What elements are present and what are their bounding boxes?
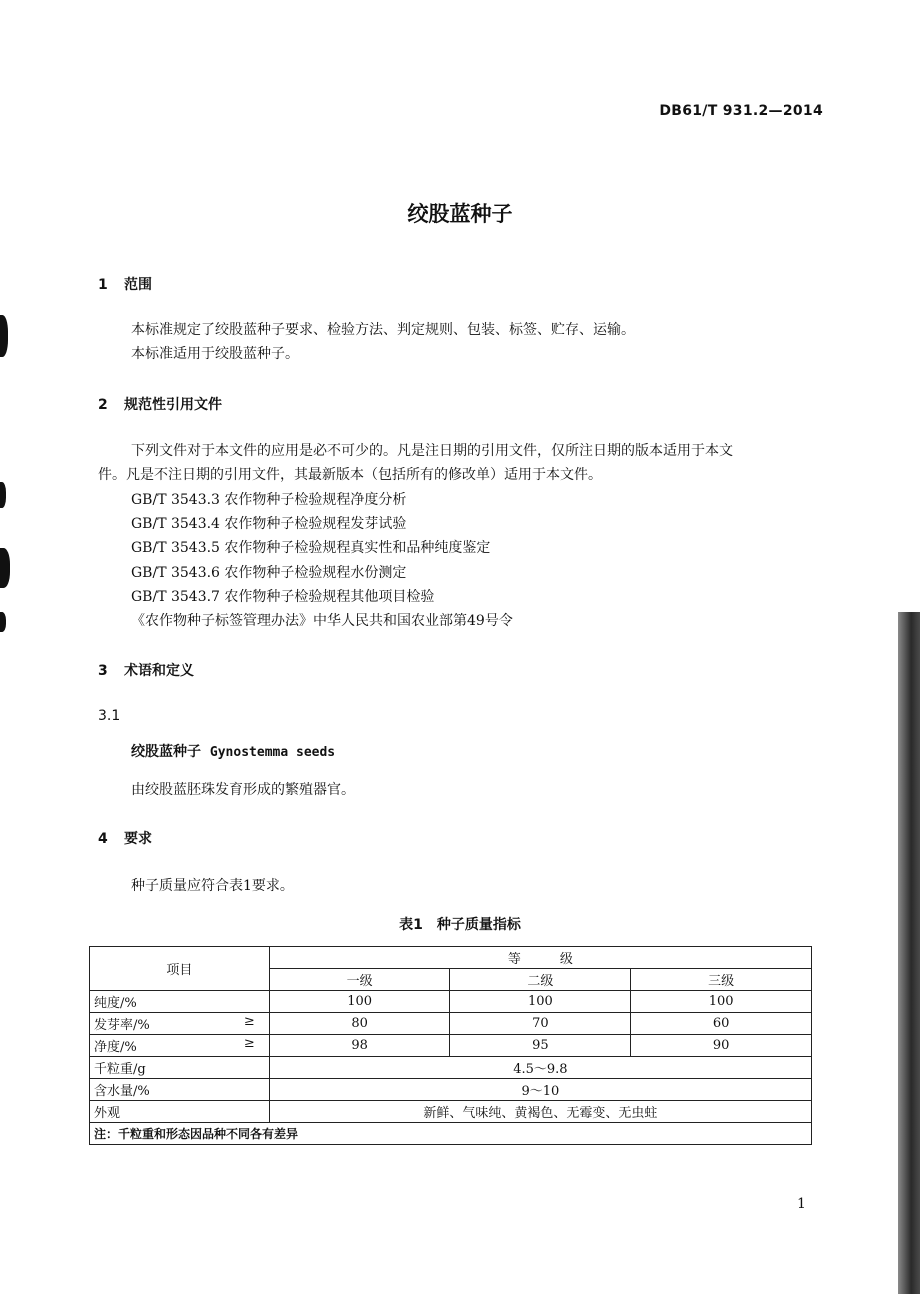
cell: 90 [631, 1035, 812, 1057]
grade-label: 三级 [631, 969, 812, 991]
table-row [90, 1079, 812, 1101]
grade-label: 二级 [450, 969, 631, 991]
term-english: Gynostemma seeds [209, 745, 336, 760]
table-row [90, 991, 812, 1013]
cell: 98 [269, 1035, 450, 1057]
section-number: 2 [98, 397, 108, 413]
table-caption: 表1 种子质量指标 [399, 917, 521, 933]
row-label [90, 1013, 270, 1035]
cell: 100 [450, 991, 631, 1013]
ge-symbol: ≥ [243, 1014, 255, 1029]
scan-edge-shadow [898, 612, 920, 1294]
table-note-row [90, 1123, 812, 1145]
reference-item: 《农作物种子标签管理办法》中华人民共和国农业部第49号令 [131, 613, 513, 629]
term-entry [131, 742, 335, 763]
seed-quality-table [89, 946, 812, 1145]
header-grade: 等 级 [269, 947, 811, 969]
row-label: 千粒重/g [90, 1057, 270, 1079]
table-row [90, 1101, 812, 1123]
scan-blot [0, 482, 6, 508]
section-2-heading [98, 394, 222, 414]
subsection-number: 3.1 [98, 708, 121, 724]
cell: 80 [269, 1013, 450, 1035]
section-number: 4 [98, 831, 108, 847]
header-item: 项目 [90, 947, 270, 991]
table-row [90, 1035, 812, 1057]
section-title: 规范性引用文件 [124, 397, 222, 413]
reference-item: GB/T 3543.3 农作物种子检验规程净度分析 [131, 492, 407, 508]
page-number: 1 [797, 1196, 806, 1212]
standard-number: DB61/T 931.2—2014 [659, 103, 823, 119]
merged-cell: 4.5～9.8 [269, 1057, 811, 1079]
section-title: 术语和定义 [124, 663, 194, 679]
document-title: 绞股蓝种子 [407, 202, 513, 226]
row-label: 外观 [90, 1101, 270, 1123]
cell: 100 [269, 991, 450, 1013]
row-label-text: 纯度/% [94, 996, 137, 1011]
reference-item: GB/T 3543.7 农作物种子检验规程其他项目检验 [131, 589, 435, 605]
table-row [90, 1013, 812, 1035]
row-label-text: 净度/% [94, 1040, 137, 1055]
section-3-heading [98, 660, 194, 680]
cell: 70 [450, 1013, 631, 1035]
merged-cell: 新鲜、气味纯、黄褐色、无霉变、无虫蛀 [269, 1101, 811, 1123]
section-title: 要求 [124, 831, 152, 847]
section-1-paragraph: 本标准适用于绞股蓝种子。 [131, 346, 299, 362]
table-header-row [90, 947, 812, 969]
row-label-text: 发芽率/% [94, 1018, 150, 1033]
reference-item: GB/T 3543.6 农作物种子检验规程水份测定 [131, 565, 407, 581]
section-title: 范围 [124, 277, 152, 293]
reference-item: GB/T 3543.4 农作物种子检验规程发芽试验 [131, 516, 407, 532]
section-1-heading [98, 274, 152, 294]
section-2-intro: 下列文件对于本文件的应用是必不可少的。凡是注日期的引用文件，仅所注日期的版本适用于本文 [131, 443, 733, 459]
section-4-paragraph: 种子质量应符合表1要求。 [131, 878, 294, 894]
table-note: 注：千粒重和形态因品种不同各有差异 [90, 1123, 812, 1145]
scan-blot [0, 612, 6, 632]
row-label [90, 991, 270, 1013]
cell: 100 [631, 991, 812, 1013]
row-label: 含水量/% [90, 1079, 270, 1101]
table-row [90, 1057, 812, 1079]
merged-cell: 9～10 [269, 1079, 811, 1101]
grade-label: 一级 [269, 969, 450, 991]
row-label [90, 1035, 270, 1057]
scan-blot [0, 548, 10, 588]
scan-blot [0, 315, 8, 357]
reference-item: GB/T 3543.5 农作物种子检验规程真实性和品种纯度鉴定 [131, 540, 491, 556]
section-2-intro: 件。凡是不注日期的引用文件，其最新版本（包括所有的修改单）适用于本文件。 [98, 467, 602, 483]
term-chinese: 绞股蓝种子 [131, 744, 201, 760]
section-1-paragraph: 本标准规定了绞股蓝种子要求、检验方法、判定规则、包装、标签、贮存、运输。 [131, 322, 635, 338]
term-definition: 由绞股蓝胚珠发育形成的繁殖器官。 [131, 782, 355, 798]
section-number: 3 [98, 663, 108, 679]
section-4-heading [98, 828, 152, 848]
cell: 95 [450, 1035, 631, 1057]
section-number: 1 [98, 277, 108, 293]
ge-symbol: ≥ [243, 1036, 255, 1051]
cell: 60 [631, 1013, 812, 1035]
